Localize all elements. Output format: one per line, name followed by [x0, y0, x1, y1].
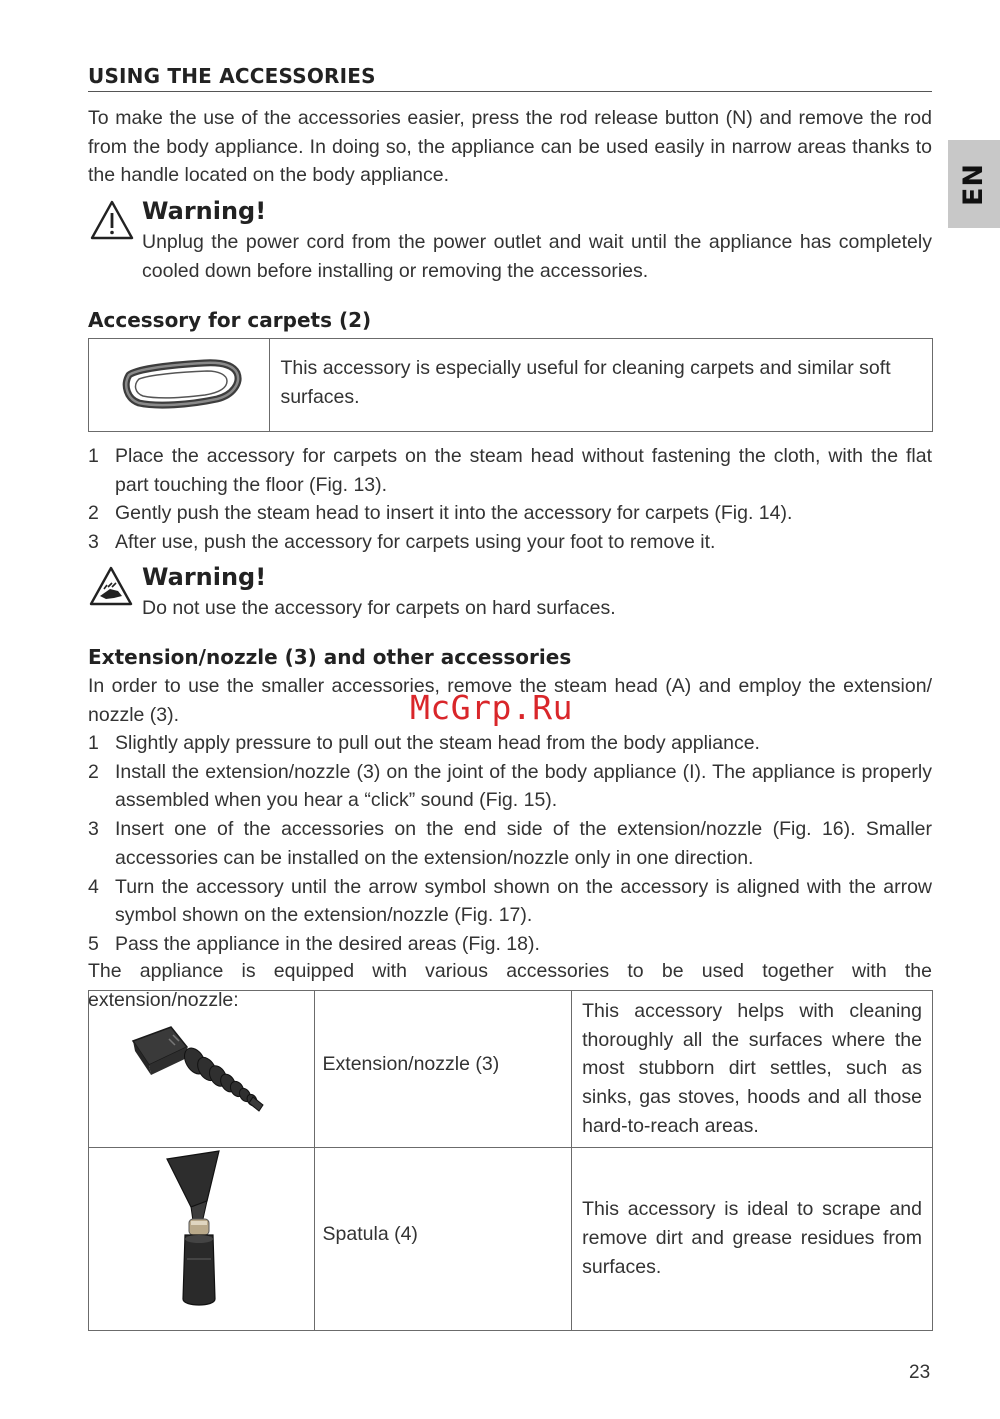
carpets-steps — [88, 442, 932, 557]
spatula-image-cell — [89, 1147, 315, 1330]
step-number: 5 — [88, 932, 99, 955]
warning-triangle-icon — [89, 199, 135, 241]
table-row — [89, 339, 933, 432]
step-text: Place the accessory for carpets on the steam head without fastening the cloth, with the flat part touching the floor (Fig. 13). — [115, 445, 932, 496]
extension-nozzle-image — [111, 1009, 291, 1119]
carpets-heading: Accessory for carpets (2) — [88, 308, 372, 332]
step-number: 3 — [88, 818, 99, 841]
extension-intro: In order to use the smaller accessories, remove the steam head (A) and employ the extension/ nozzle (3). — [88, 675, 932, 726]
watermark: McGrp.Ru — [410, 688, 573, 727]
warning-text: Unplug the power cord from the power outlet and wait until the appliance has completely cooled down before installing or removing the accessories. — [142, 231, 932, 282]
list-item — [88, 815, 932, 872]
list-item — [88, 930, 932, 959]
accessory-description: This accessory is ideal to scrape and remove dirt and grease residues from surfaces. — [572, 1147, 933, 1330]
list-item — [88, 873, 932, 930]
list-item — [88, 499, 932, 528]
language-tab — [948, 140, 1000, 228]
list-item — [88, 442, 932, 499]
step-text: After use, push the accessory for carpets using your foot to remove it. — [115, 531, 716, 554]
step-text: Gently push the steam head to insert it into the accessory for carpets (Fig. 14). — [115, 502, 793, 525]
step-number: 2 — [88, 502, 99, 525]
carpet-accessory-image — [109, 351, 249, 411]
step-text: Insert one of the accessories on the end side of the extension/nozzle (Fig. 16). Smaller accessories can be installed on the extension/nozzle only in one direction. — [115, 818, 932, 869]
carpets-description: This accessory is especially useful for cleaning carpets and similar soft surfaces. — [270, 339, 933, 432]
spatula-image — [161, 1149, 241, 1319]
step-number: 2 — [88, 760, 99, 783]
step-number: 4 — [88, 875, 99, 898]
table-row — [89, 991, 933, 1148]
step-number: 1 — [88, 445, 99, 467]
warning-title: Warning! — [142, 197, 267, 225]
hand-caution-icon — [88, 565, 134, 607]
extension-heading: Extension/nozzle (3) and other accessories — [88, 645, 572, 669]
warning-title: Warning! — [142, 563, 267, 591]
accessory-name: Extension/nozzle (3) — [314, 991, 572, 1148]
extension-steps — [88, 729, 932, 959]
list-item — [88, 528, 932, 557]
carpets-table — [88, 338, 933, 432]
step-text: Pass the appliance in the desired areas (Fig. 18). — [115, 932, 540, 955]
table-row — [89, 1147, 933, 1330]
extension-outro: The appliance is equipped with various accessories to be used together with the extension/nozzle: — [88, 960, 932, 1011]
list-item — [88, 729, 932, 758]
step-text: Slightly apply pressure to pull out the steam head from the body appliance. — [115, 732, 760, 754]
accessories-table — [88, 990, 933, 1331]
step-number: 1 — [88, 732, 99, 754]
list-item — [88, 758, 932, 815]
step-text: Turn the accessory until the arrow symbol shown on the accessory is aligned with the arrow symbol shown on the extension/nozzle (Fig. 17). — [115, 875, 932, 927]
accessory-name: Spatula (4) — [314, 1147, 572, 1330]
language-tab-label: EN — [958, 162, 990, 206]
step-text: Install the extension/nozzle (3) on the joint of the body appliance (I). The appliance is properly assembled when you hear a “click” sound (Fig. 15). — [115, 760, 932, 812]
section-title: USING THE ACCESSORIES — [88, 64, 932, 92]
carpets-image-cell — [89, 339, 270, 432]
nozzle-image-cell — [89, 991, 315, 1148]
step-number: 3 — [88, 531, 99, 554]
warning-text: Do not use the accessory for carpets on hard surfaces. — [142, 597, 616, 619]
page-number: 23 — [909, 1362, 931, 1383]
intro-paragraph: To make the use of the accessories easier, press the rod release button (N) and remove the rod from the body appliance. In doing so, the appliance can be used easily in narrow areas thanks to the handle located on the body appliance. — [88, 107, 932, 187]
accessory-description: This accessory helps with cleaning thoroughly all the surfaces where the most stubborn dirt settles, such as sinks, gas stoves, hoods and all those hard-to-reach areas. — [572, 991, 933, 1148]
